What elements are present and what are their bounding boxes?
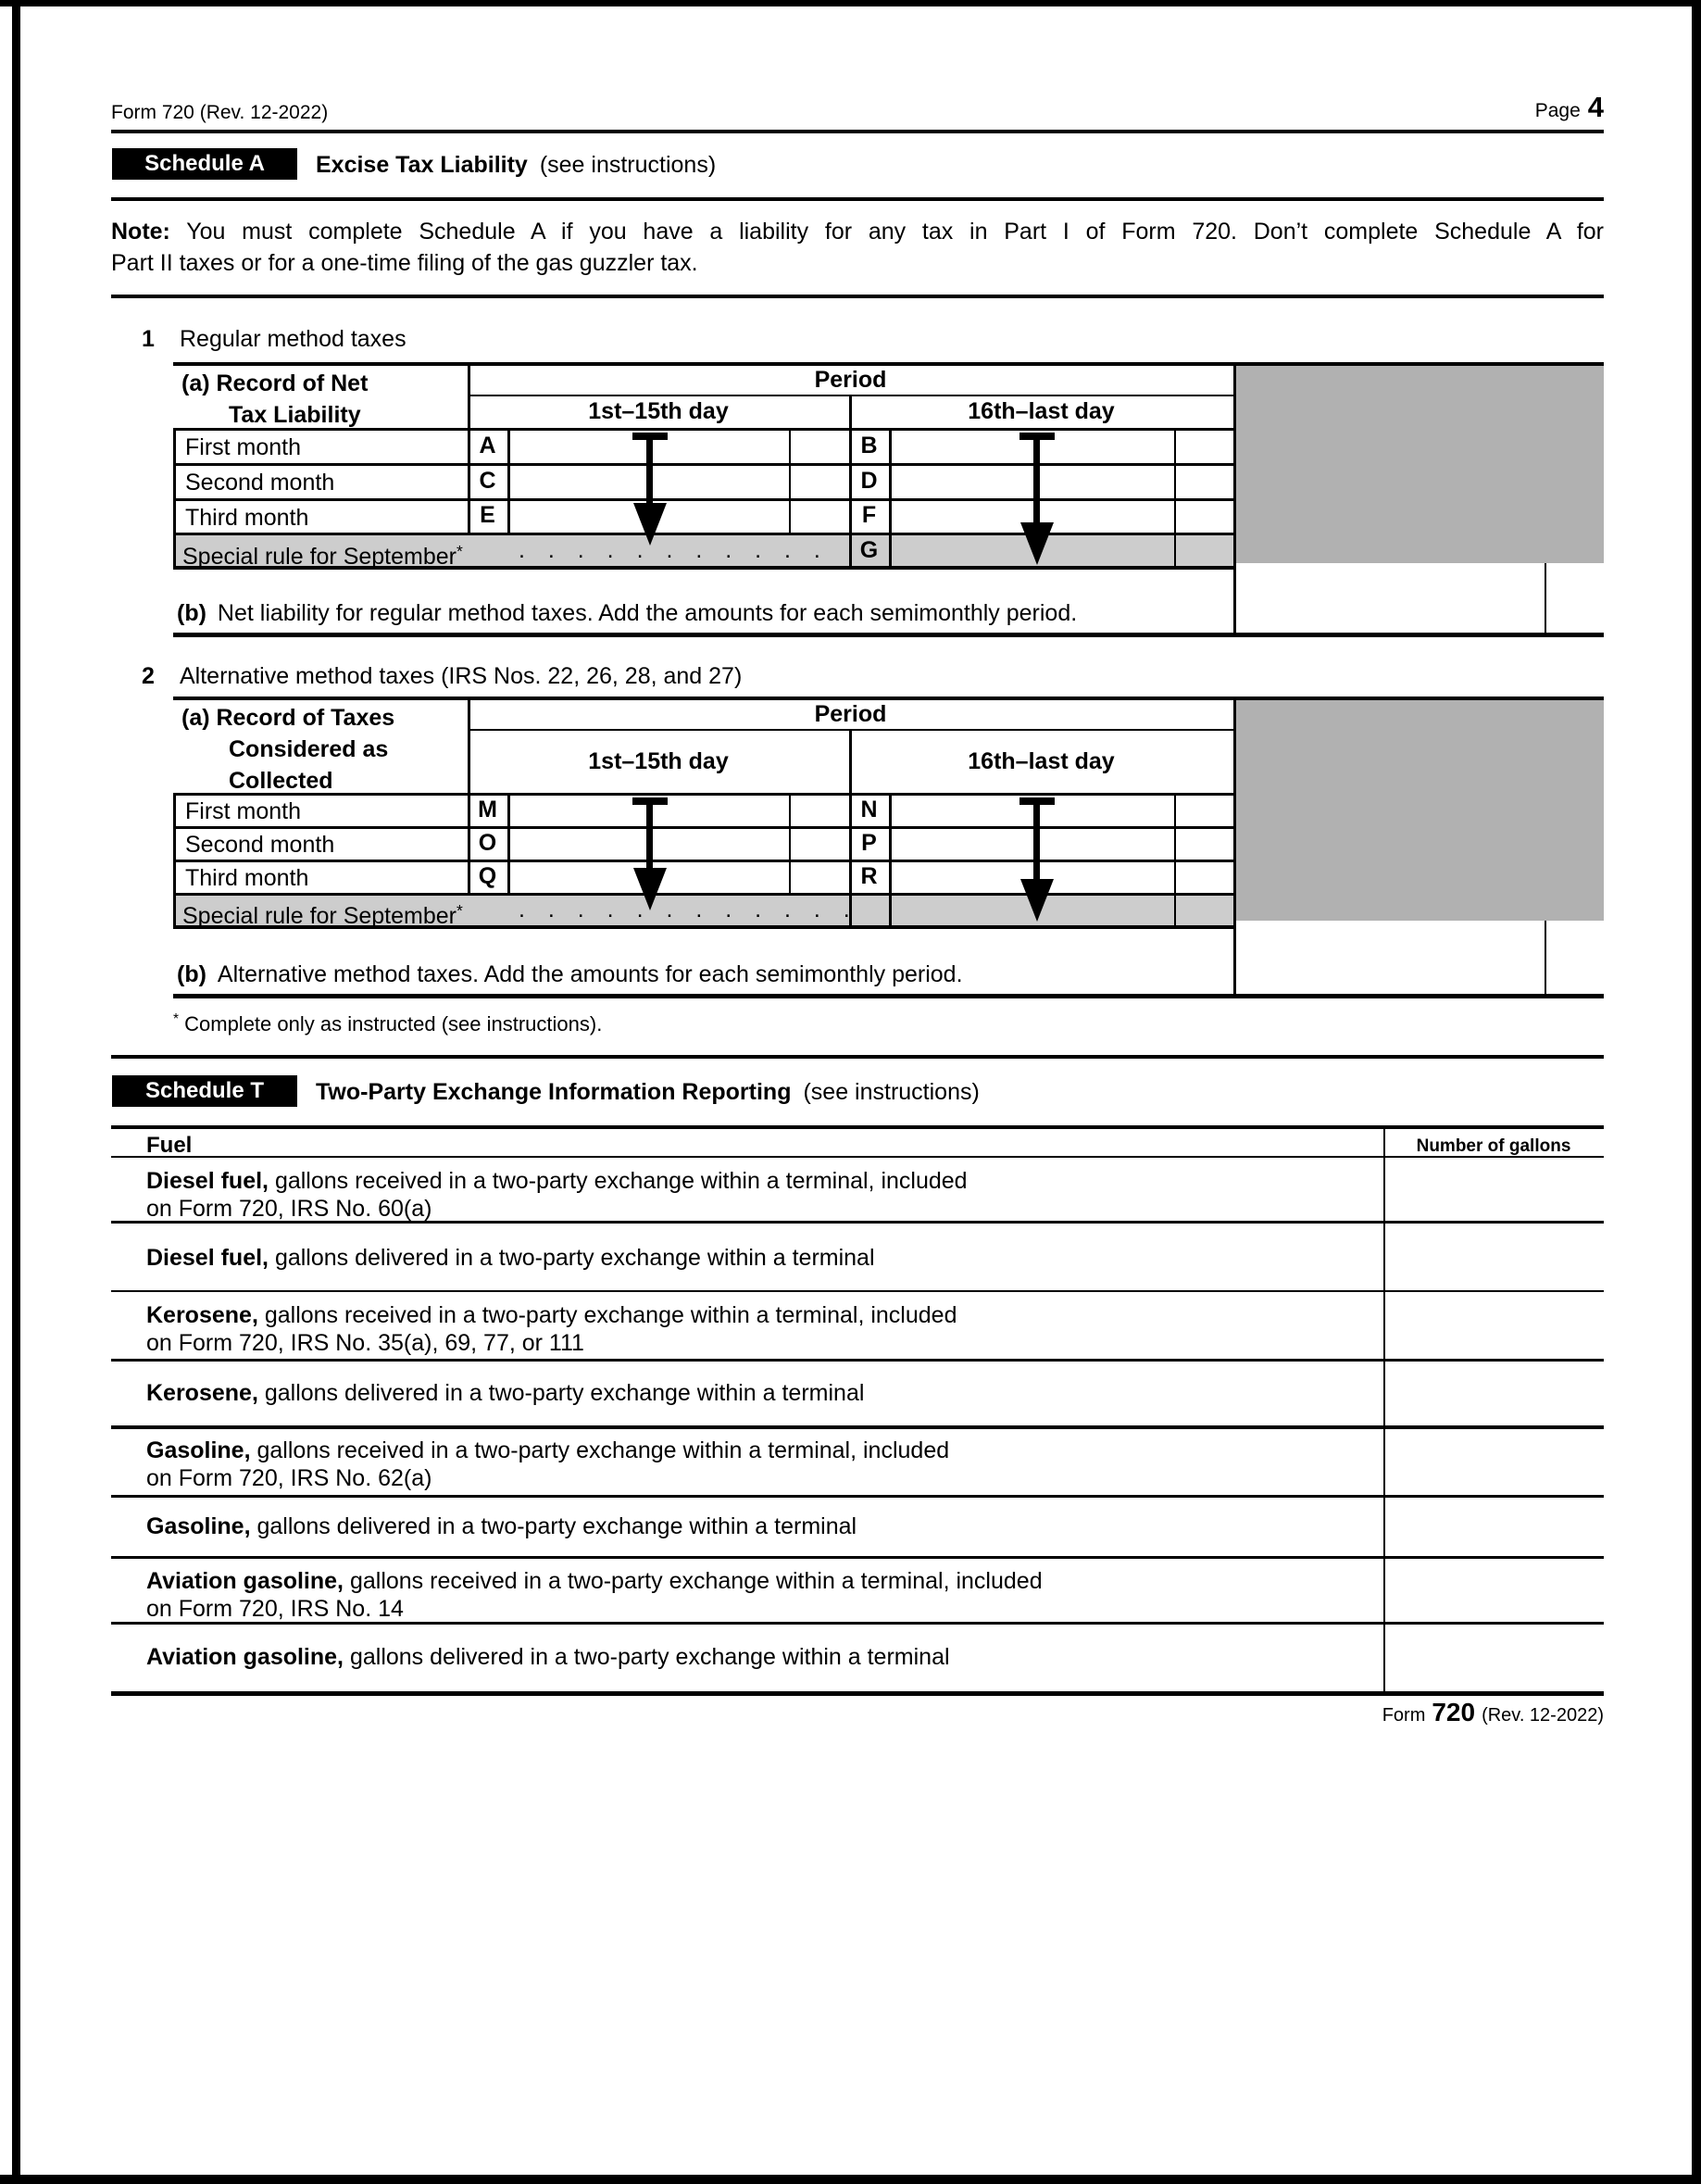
note-text-1: You must complete Schedule A if you have a liability for any tax in Part I of Form 720. Don’t complete Schedule A for (186, 219, 1604, 245)
schedule-a-badge: Schedule A (112, 148, 297, 180)
table1-line (789, 428, 791, 533)
gallons-cell-kerosene-delivered[interactable] (1387, 1362, 1602, 1424)
table2-line (173, 994, 1604, 998)
table1-line (507, 428, 510, 533)
entry-cell-a[interactable] (513, 431, 785, 461)
item-1-caption (142, 326, 406, 353)
table1-letter-g: G (859, 536, 879, 563)
fuel-desc: gallons received in a two-party exchange within a terminal, included (269, 1168, 968, 1194)
table1-line (1545, 563, 1546, 633)
fuel-desc: gallons delivered in a two-party exchange within a terminal (250, 1513, 857, 1539)
fuel-desc: gallons delivered in a two-party exchange within a terminal (269, 1245, 875, 1271)
rule-above-schedule-t (111, 1055, 1604, 1059)
table2-line (507, 793, 510, 893)
fuel-row-line2: on Form 720, IRS No. 62(a) (146, 1465, 432, 1491)
entry-cell-o[interactable] (513, 829, 785, 858)
table2-col-a-header-line1: (a) Record of Taxes (181, 705, 395, 731)
entry-cell-g[interactable] (894, 535, 1170, 564)
table1-special-label (182, 537, 463, 571)
page-border-bottom (0, 2175, 1701, 2184)
table2-line (173, 793, 176, 929)
entry-cell-1b-cents[interactable] (1548, 570, 1602, 631)
table2-col-a-header-line3: Collected (229, 768, 333, 794)
special-star: * (456, 901, 463, 920)
fuel-row-line1 (146, 1567, 1043, 1595)
schedule-t-line (111, 1691, 1604, 1696)
gallons-cell-gasoline-delivered[interactable] (1387, 1499, 1602, 1554)
table2-line (1174, 793, 1176, 929)
footer-form-number: 720 (1432, 1698, 1476, 1726)
entry-cell-2b-cents[interactable] (1548, 929, 1602, 992)
entry-cell-p[interactable] (894, 829, 1170, 858)
header-form-id: Form 720 (Rev. 12-2022) (111, 102, 329, 123)
page-label: Page (1534, 100, 1581, 121)
table1-col-a-header-line1: (a) Record of Net (181, 370, 369, 396)
table2-line (1233, 697, 1236, 998)
table2-letter-r: R (860, 862, 878, 889)
fuel-name: Aviation gasoline, (146, 1644, 344, 1670)
table2-line (889, 793, 892, 929)
page-border-top (0, 0, 1701, 6)
footnote-star: * (173, 1011, 179, 1027)
table2-line (1545, 921, 1546, 994)
item-2b-text: Alternative method taxes. Add the amounts for each semimonthly period. (217, 961, 963, 987)
table2-letter-q: Q (478, 862, 497, 889)
entry-cell-n[interactable] (894, 796, 1170, 824)
page-border-left (12, 0, 20, 2184)
fuel-name: Diesel fuel, (146, 1168, 269, 1194)
schedule-t-line (1383, 1125, 1385, 1694)
schedule-t-line (111, 1359, 1604, 1362)
entry-cell-b[interactable] (894, 431, 1170, 461)
item-1b-number: (b) (177, 600, 206, 626)
footer-form-label: Form (1382, 1705, 1426, 1726)
footer-form-id (1382, 1698, 1604, 1727)
schedule-t-col-gallons: Number of gallons (1416, 1136, 1571, 1156)
table2-shaded-block (1236, 698, 1604, 921)
gallons-cell-avgas-delivered[interactable] (1387, 1626, 1602, 1689)
fuel-desc: gallons received in a two-party exchange within a terminal, included (257, 1302, 957, 1328)
footer-rev: (Rev. 12-2022) (1482, 1705, 1604, 1726)
table2-row-label: Second month (185, 832, 335, 858)
fuel-row-avgas-delivered (146, 1643, 950, 1671)
gallons-cell-diesel-delivered[interactable] (1387, 1224, 1602, 1288)
schedule-t-heading (316, 1079, 980, 1106)
rule-under-note (111, 295, 1604, 298)
fuel-row-line1 (146, 1437, 949, 1464)
table2-period-header: Period (814, 701, 887, 727)
table2-line (789, 793, 791, 893)
table1-line (173, 633, 1604, 637)
rule-under-schedule-a (111, 197, 1604, 201)
fuel-row-gasoline-delivered (146, 1512, 857, 1540)
schedule-t-line (111, 1290, 1604, 1292)
table2-special-label (182, 897, 463, 930)
entry-cell-1b-amount[interactable] (1238, 570, 1543, 631)
footnote-text: Complete only as instructed (see instructions). (184, 1012, 603, 1036)
gallons-cell-avgas-received[interactable] (1387, 1561, 1602, 1620)
schedule-t-col-fuel: Fuel (146, 1133, 193, 1158)
entry-cell-f[interactable] (894, 501, 1170, 531)
item-2b-number: (b) (177, 961, 206, 987)
table2-letter-p: P (861, 829, 877, 856)
schedule-a-note-line1 (111, 216, 1604, 247)
item-2-label: Alternative method taxes (IRS Nos. 22, 26, 28, and 27) (180, 663, 743, 689)
fuel-desc: gallons received in a two-party exchange within a terminal, included (344, 1568, 1043, 1594)
fuel-row-avgas-received (146, 1567, 1043, 1623)
table2-day2-header: 16th–last day (968, 748, 1115, 774)
rule-under-header (111, 130, 1604, 133)
table2-letter-m: M (478, 796, 497, 822)
table1-letter-f: F (861, 502, 877, 528)
table1-row-label: Second month (185, 470, 335, 496)
item-1-number: 1 (142, 326, 155, 352)
gallons-cell-gasoline-received[interactable] (1387, 1431, 1602, 1493)
fuel-row-line1 (146, 1301, 957, 1329)
schedule-a-heading (316, 152, 716, 179)
table1-line (1233, 362, 1236, 633)
item-1-label: Regular method taxes (180, 326, 406, 352)
fuel-row-line2: on Form 720, IRS No. 35(a), 69, 77, or 111 (146, 1330, 584, 1356)
table1-day1-header: 1st–15th day (588, 398, 729, 424)
table1-line (173, 362, 1604, 366)
table2-row-label: Third month (185, 865, 309, 891)
table1-letter-e: E (480, 502, 495, 528)
schedule-t-badge: Schedule T (112, 1075, 297, 1107)
table1-line (889, 428, 892, 570)
table2-letter-n: N (860, 796, 878, 822)
table2-line (173, 697, 1604, 700)
table1-line (173, 428, 176, 570)
item-2-caption (142, 663, 742, 690)
table2-day1-header: 1st–15th day (588, 748, 729, 774)
fuel-row-diesel-delivered (146, 1244, 875, 1272)
fuel-desc: gallons delivered in a two-party exchange within a terminal (257, 1380, 865, 1406)
note-label: Note: (111, 219, 170, 245)
fuel-row-kerosene-received (146, 1301, 957, 1357)
fuel-name: Kerosene, (146, 1380, 258, 1406)
item-2b-caption (177, 961, 963, 988)
schedule-a-title: Excise Tax Liability (316, 152, 528, 178)
table1-day2-header: 16th–last day (968, 398, 1115, 424)
schedule-t-subtitle: (see instructions) (803, 1079, 980, 1105)
special-star: * (456, 542, 463, 560)
fuel-name: Gasoline, (146, 1513, 251, 1539)
page-number: 4 (1587, 91, 1604, 123)
table2-row-label: First month (185, 798, 302, 824)
schedule-t-line (111, 1125, 1604, 1129)
gallons-cell-diesel-received[interactable] (1387, 1160, 1602, 1219)
item-1b-caption (177, 600, 1077, 627)
fuel-desc: gallons delivered in a two-party exchange within a terminal (344, 1644, 950, 1670)
fuel-desc: gallons received in a two-party exchange within a terminal, included (250, 1437, 950, 1463)
fuel-name: Gasoline, (146, 1437, 251, 1463)
entry-cell-d[interactable] (894, 466, 1170, 496)
item-2-number: 2 (142, 663, 155, 689)
table1-col-a-header-line2: Tax Liability (229, 402, 361, 428)
schedule-a-footnote (173, 1006, 602, 1038)
fuel-name: Kerosene, (146, 1302, 258, 1328)
entry-cell-q[interactable] (513, 862, 785, 891)
table1-row-label: Third month (185, 505, 309, 531)
schedule-t-line (111, 1425, 1604, 1429)
schedule-t-title: Two-Party Exchange Information Reporting (316, 1079, 792, 1105)
item-1b-text: Net liability for regular method taxes. Add the amounts for each semimonthly period. (217, 600, 1078, 626)
entry-cell-m[interactable] (513, 796, 785, 824)
table1-letter-c: C (479, 467, 496, 494)
entry-cell-c[interactable] (513, 466, 785, 496)
table1-special-dots: . . . . . . . . . . . (519, 537, 820, 563)
fuel-row-diesel-received (146, 1167, 968, 1223)
schedule-t-line (111, 1556, 1604, 1559)
fuel-row-gasoline-received (146, 1437, 949, 1492)
schedule-a-note-line2: Part II taxes or for a one-time filing of the gas guzzler tax. (111, 250, 698, 276)
table1-line (1174, 428, 1176, 570)
fuel-row-line1 (146, 1167, 968, 1195)
fuel-name: Aviation gasoline, (146, 1568, 344, 1594)
page-border-right (1692, 0, 1701, 2184)
table1-shaded-block (1236, 364, 1604, 563)
fuel-row-kerosene-delivered (146, 1379, 864, 1407)
special-label-text: Special rule for September (182, 544, 457, 570)
table2-col-a-header-line2: Considered as (229, 736, 389, 762)
table2-special-dots: . . . . . . . . . . . . (519, 897, 850, 923)
fuel-row-line2: on Form 720, IRS No. 60(a) (146, 1196, 432, 1222)
gallons-cell-kerosene-received[interactable] (1387, 1294, 1602, 1357)
entry-cell-2-special[interactable] (894, 896, 1170, 923)
entry-cell-r[interactable] (894, 862, 1170, 891)
fuel-name: Diesel fuel, (146, 1245, 269, 1271)
header-page (1535, 91, 1604, 124)
special-label-text: Special rule for September (182, 903, 457, 929)
table1-letter-d: D (860, 467, 878, 494)
table1-row-label: First month (185, 434, 302, 460)
entry-cell-2b-amount[interactable] (1238, 929, 1543, 992)
table1-letter-a: A (479, 432, 496, 458)
table1-period-header: Period (814, 367, 887, 393)
entry-cell-e[interactable] (513, 501, 785, 531)
table2-letter-o: O (478, 829, 497, 856)
schedule-t-line (111, 1495, 1604, 1498)
schedule-t-line (111, 1156, 1604, 1158)
table1-letter-b: B (860, 432, 878, 458)
schedule-a-subtitle: (see instructions) (539, 152, 717, 178)
fuel-row-line2: on Form 720, IRS No. 14 (146, 1596, 404, 1622)
